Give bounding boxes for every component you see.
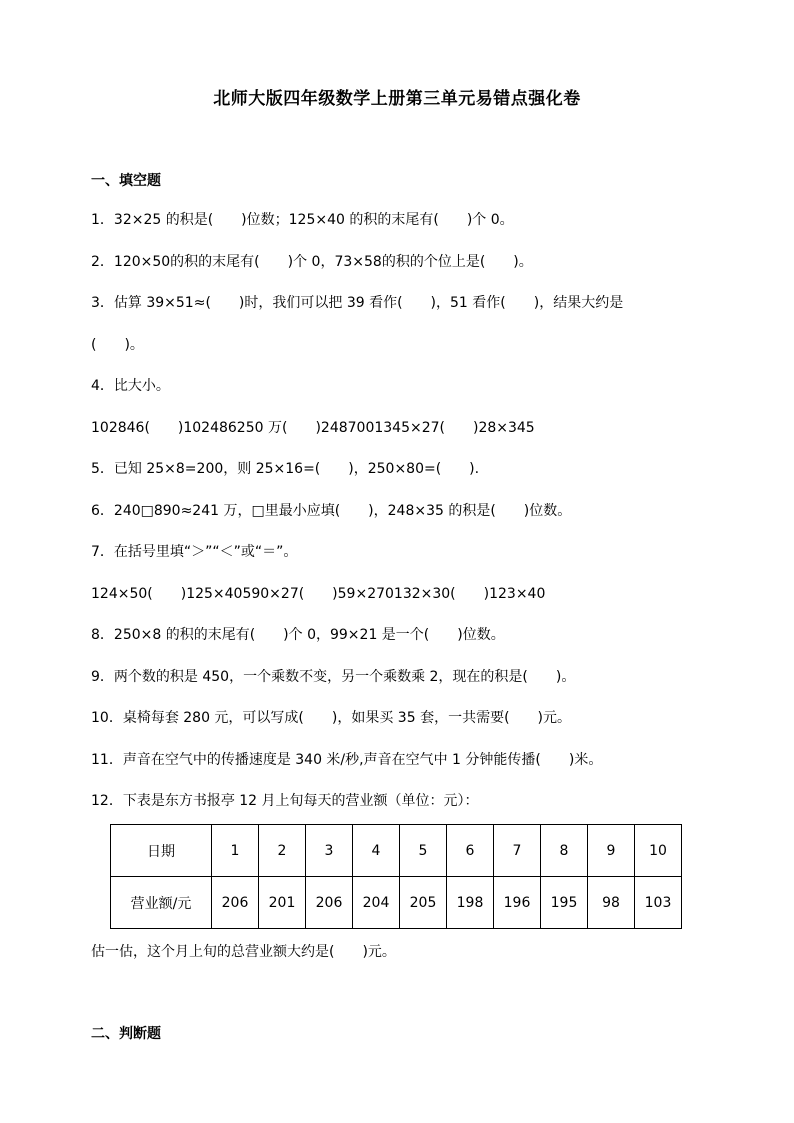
question-line: 102846( )102486250 万( )2487001345×27( )28×345 [91,420,535,436]
table-cell: 10 [635,825,682,877]
question-line: 10．桌椅每套 280 元，可以写成( )，如果买 35 套，一共需要( )元。 [91,710,571,726]
question-line: 5．已知 25×8=200，则 25×16=( )，250×80=( ). [91,461,480,477]
section-heading-fill-blank: 一、填空题 [91,173,161,189]
table-cell: 1 [212,825,259,877]
question-line: 估一估，这个月上旬的总营业额大约是( )元。 [91,944,396,960]
question-line: 6．240□890≈241 万，□里最小应填( )，248×35 的积是( )位数。 [91,503,572,519]
table-cell: 4 [353,825,400,877]
table-cell: 8 [541,825,588,877]
table-cell: 205 [400,877,447,929]
question-line: 12．下表是东方书报亭 12 月上旬每天的营业额（单位：元）： [91,793,479,809]
question-line: 11．声音在空气中的传播速度是 340 米/秒,声音在空气中 1 分钟能传播( )米。 [91,752,603,768]
table-cell: 103 [635,877,682,929]
question-line: 7．在括号里填“＞”“＜”或“＝”。 [91,544,298,560]
section-heading-true-false: 二、判断题 [91,1026,161,1042]
table-cell: 6 [447,825,494,877]
table-cell: 198 [447,877,494,929]
table-cell: 206 [306,877,353,929]
table-cell: 2 [259,825,306,877]
table-cell: 9 [588,825,635,877]
question-line: 8．250×8 的积的末尾有( )个 0，99×21 是一个( )位数。 [91,627,505,643]
question-line: 4．比大小。 [91,378,170,394]
table-row [111,877,682,929]
sales-table [110,824,682,929]
table-cell: 196 [494,877,541,929]
table-cell: 204 [353,877,400,929]
table-cell: 3 [306,825,353,877]
table-cell: 201 [259,877,306,929]
table-cell: 206 [212,877,259,929]
table-cell: 195 [541,877,588,929]
question-line: 9．两个数的积是 450，一个乘数不变，另一个乘数乘 2，现在的积是( )。 [91,669,576,685]
table-cell: 5 [400,825,447,877]
table-row [111,825,682,877]
table-header-cell: 营业额/元 [111,877,212,929]
question-line: ( )。 [91,337,144,353]
page-title: 北师大版四年级数学上册第三单元易错点强化卷 [213,89,581,109]
table-cell: 98 [588,877,635,929]
question-line: 2．120×50的积的末尾有( )个 0，73×58的积的个位上是( )。 [91,254,533,270]
question-line: 124×50( )125×40590×27( )59×270132×30( )123×40 [91,586,546,602]
table-cell: 7 [494,825,541,877]
question-line: 1．32×25 的积是( )位数；125×40 的积的末尾有( )个 0。 [91,212,514,228]
question-line: 3．估算 39×51≈( )时，我们可以把 39 看作( )，51 看作( )，结果大约是 [91,295,624,311]
table-header-cell: 日期 [111,825,212,877]
